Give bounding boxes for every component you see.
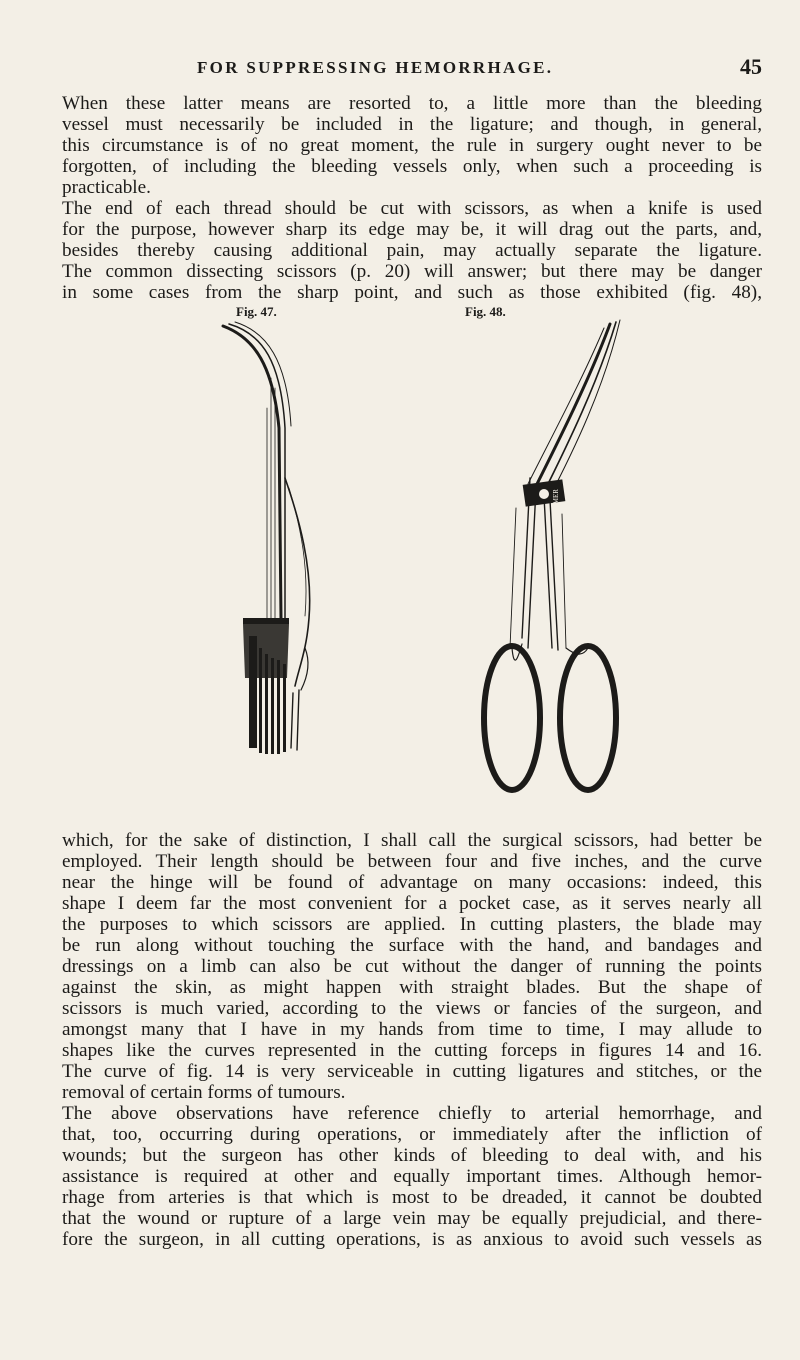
running-head: FOR SUPPRESSING HEMORRHAGE. bbox=[197, 58, 554, 77]
fig47-scissors-illustration bbox=[215, 318, 325, 768]
text-line: removal of certain forms of tumours. bbox=[62, 1082, 346, 1103]
top-paragraph bbox=[62, 93, 762, 303]
text-line: amongst many that I have in my hands from time to time, I may allude to bbox=[62, 1019, 762, 1040]
text-line: shape I deem far the most convenient for a pocket case, as it serves nearly all bbox=[62, 893, 762, 914]
text-line: that the wound or rupture of a large vein may be equally prejudicial, and there- bbox=[62, 1208, 762, 1229]
text-line: The above observations have reference chiefly to arterial hemorrhage, and bbox=[62, 1103, 762, 1124]
bottom-paragraph bbox=[62, 830, 762, 1250]
fig47-caption: Fig. 47. bbox=[236, 304, 277, 319]
text-line: dressings on a limb can also be cut without the danger of running the points bbox=[62, 956, 762, 977]
text-line: wounds; but the surgeon has other kinds of bleeding to deal with, and his bbox=[62, 1145, 762, 1166]
fig48-engraving: ROMER bbox=[552, 489, 560, 514]
text-line: for the purpose, however sharp its edge may be, it will drag out the parts, and, bbox=[62, 219, 762, 240]
text-line: scissors is much varied, according to the views or fancies of the surgeon, and bbox=[62, 998, 762, 1019]
text-line: be run along without touching the surface with the hand, and bandages and bbox=[62, 935, 762, 956]
text-line: employed. Their length should be between four and five inches, and the curve bbox=[62, 851, 762, 872]
text-line: in some cases from the sharp point, and such as those exhibited (fig. 48), bbox=[62, 282, 762, 303]
page-number: 45 bbox=[740, 54, 762, 79]
text-line: The curve of fig. 14 is very serviceable in cutting ligatures and stitches, or the bbox=[62, 1061, 762, 1082]
text-line: the purposes to which scissors are applied. In cutting plasters, the blade may bbox=[62, 914, 762, 935]
text-line: practicable. bbox=[62, 177, 151, 198]
text-line: rhage from arteries is that which is most to be dreaded, it cannot be doubted bbox=[62, 1187, 762, 1208]
text-line: near the hinge will be found of advantage on many occasions: indeed, this bbox=[62, 872, 762, 893]
text-line: which, for the sake of distinction, I shall call the surgical scissors, had better be bbox=[62, 830, 762, 851]
text-line: vessel must necessarily be included in the ligature; and though, in general, bbox=[62, 114, 762, 135]
text-line: When these latter means are resorted to, a little more than the bleeding bbox=[62, 93, 762, 114]
text-line: The common dissecting scissors (p. 20) will answer; but there may be danger bbox=[62, 261, 762, 282]
text-line: that, too, occurring during operations, or immediately after the infliction of bbox=[62, 1124, 762, 1145]
text-line: this circumstance is of no great moment, the rule in surgery ought never to be bbox=[62, 135, 762, 156]
text-line: besides thereby causing additional pain, may actually separate the ligature. bbox=[62, 240, 762, 261]
text-line: against the skin, as might happen with straight blades. But the shape of bbox=[62, 977, 762, 998]
text-line: The end of each thread should be cut with scissors, as when a knife is used bbox=[62, 198, 762, 219]
text-line: forgotten, of including the bleeding vessels only, when such a proceeding is bbox=[62, 156, 762, 177]
fig48-scissors-illustration bbox=[470, 318, 630, 818]
text-line: shapes like the curves represented in the cutting forceps in figures 14 and 16. bbox=[62, 1040, 762, 1061]
fig48-caption: Fig. 48. bbox=[465, 304, 506, 319]
text-line: fore the surgeon, in all cutting operations, is as anxious to avoid such vessels as bbox=[62, 1229, 762, 1250]
page-header bbox=[62, 54, 762, 86]
text-line: assistance is required at other and equally important times. Although hemor- bbox=[62, 1166, 762, 1187]
